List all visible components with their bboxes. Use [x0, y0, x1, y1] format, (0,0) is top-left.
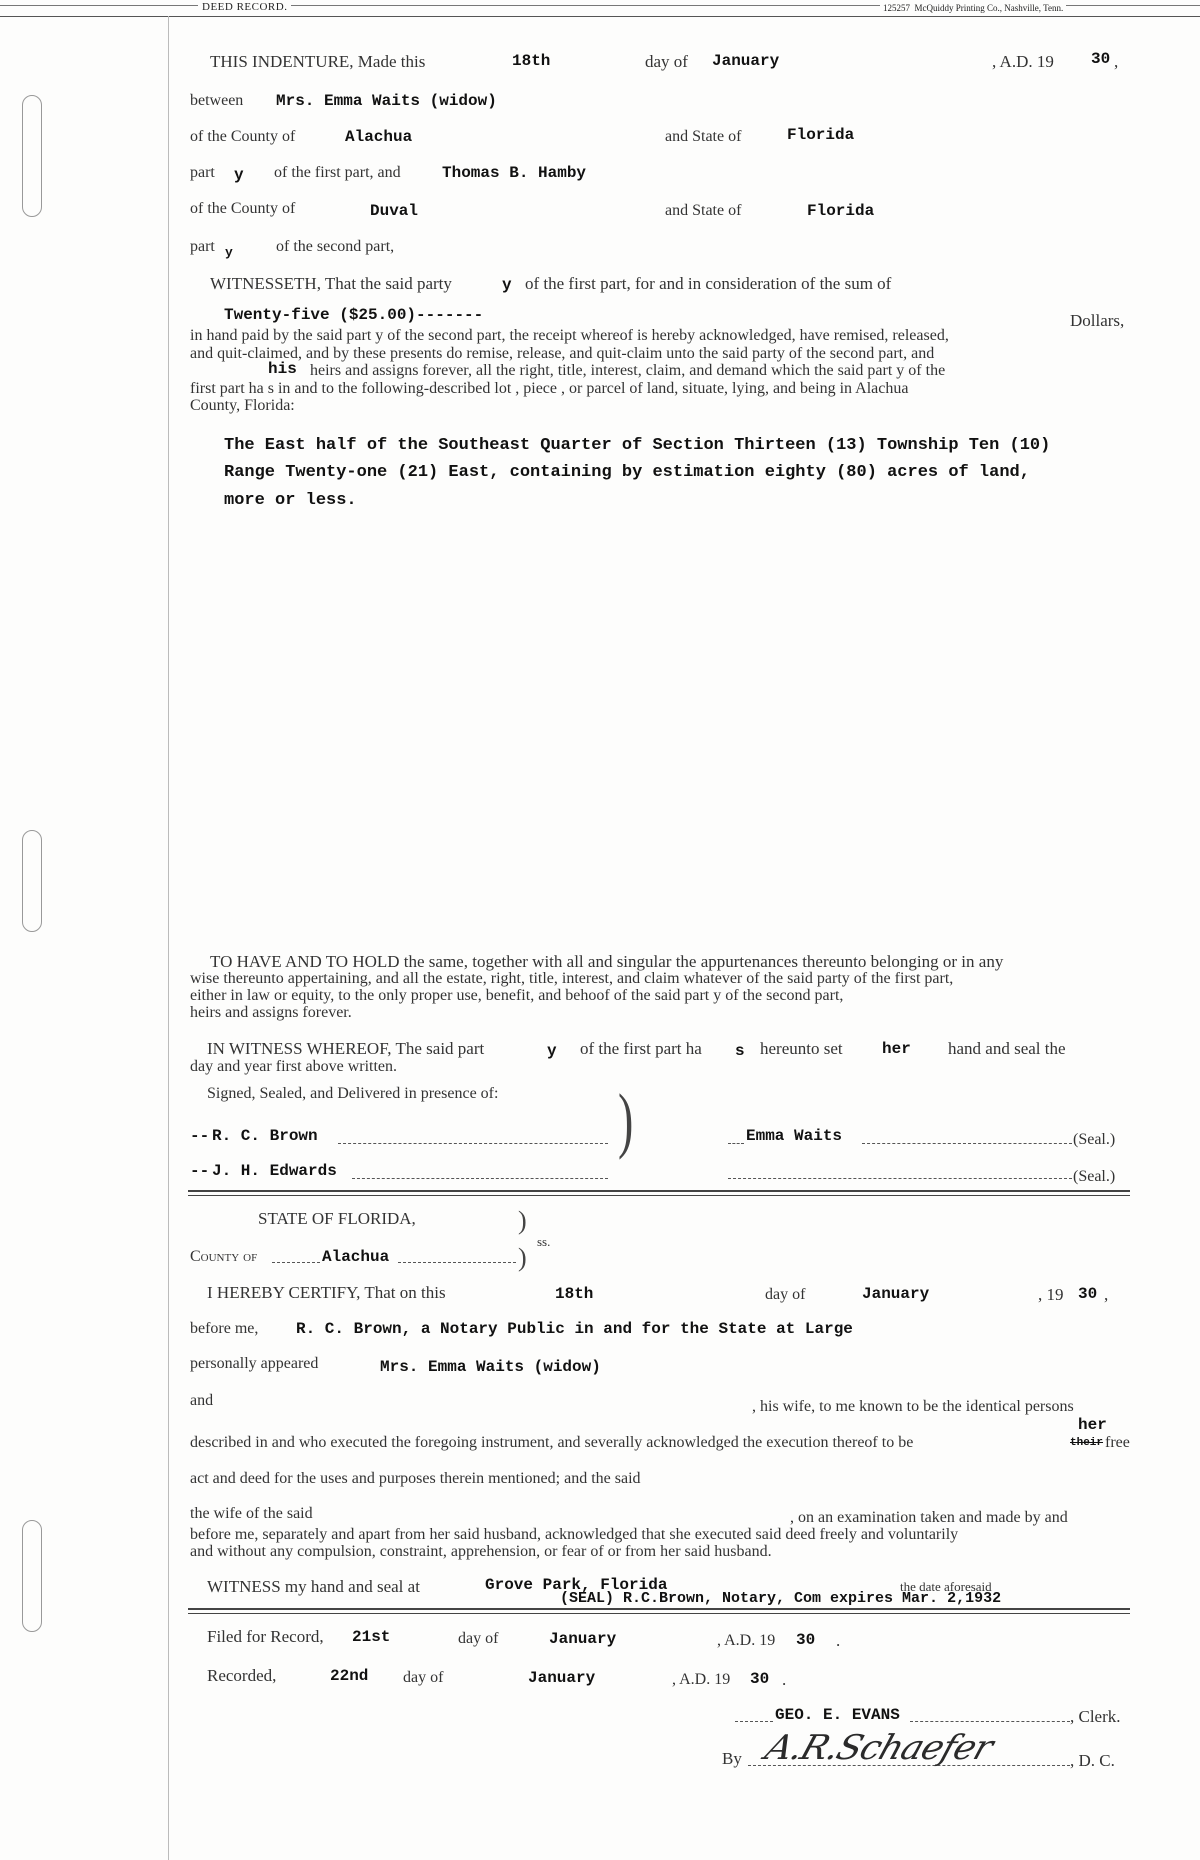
recorded-day: 22nd [330, 1667, 369, 1685]
indenture-comma: , [1114, 52, 1119, 71]
in-witness-a: IN WITNESS WHEREOF, The said part [207, 1039, 485, 1058]
ack-month: January [862, 1285, 930, 1303]
ack-county-line [398, 1262, 516, 1263]
ack-state: STATE OF FLORIDA, [258, 1209, 416, 1228]
ack-ss: ss. [537, 1234, 551, 1249]
witness-1-line [338, 1143, 608, 1144]
indenture-label: THIS INDENTURE, Made this [210, 52, 426, 71]
clerk-line-lead [735, 1721, 773, 1722]
ack-appeared-name: Mrs. Emma Waits (widow) [380, 1358, 601, 1376]
second-county-label: of the County of [190, 200, 296, 217]
witness-2-name: J. H. Edwards [212, 1162, 337, 1180]
filed-month: January [549, 1630, 617, 1648]
indenture-ad: , A.D. 19 [992, 52, 1054, 71]
land-description-line-2: Range Twenty-one (21) East, containing by estimation eighty (80) acres of land, [224, 463, 1030, 482]
ack-wife-of: the wife of the said [190, 1505, 313, 1522]
ack-day: 18th [555, 1285, 594, 1303]
ack-before-sep: before me, separately and apart from her said husband, acknowledged that she executed said deed freely and voluntarily [190, 1526, 959, 1543]
ack-aforesaid: the date aforesaid [900, 1579, 992, 1594]
filed-ad: , A.D. 19 [717, 1632, 776, 1649]
section-divider-3 [188, 1608, 1130, 1610]
ack-witness-hand: WITNESS my hand and seal at [207, 1577, 420, 1596]
first-party-name: Mrs. Emma Waits (widow) [276, 92, 497, 110]
second-state: Florida [807, 202, 875, 220]
deputy-signature: A.R.Schaefer [760, 1728, 998, 1768]
witness-2-line [352, 1178, 608, 1179]
dc-label: , D. C. [1070, 1751, 1115, 1770]
ack-county-label: County of [190, 1248, 258, 1265]
printer-name: McQuiddy Printing Co., Nashville, Tenn. [914, 3, 1064, 13]
second-part-suffix: y [225, 245, 233, 260]
habendum-line-3: either in law or equity, to the only proper use, benefit, and behoof of the said part y of the second part, [190, 987, 844, 1004]
ack-his-wife: , his wife, to me known to be the identical persons [752, 1398, 1074, 1415]
ack-notary: R. C. Brown, a Notary Public in and for the State at Large [296, 1320, 853, 1338]
clerk-line [910, 1721, 1070, 1722]
filed-label: Filed for Record, [207, 1627, 324, 1646]
witness-1-name: R. C. Brown [212, 1127, 318, 1145]
first-county-label: of the County of [190, 128, 296, 145]
seal-2-label: (Seal.) [1073, 1168, 1116, 1185]
ack-place: Grove Park, Florida [485, 1576, 668, 1594]
recorded-day-of: day of [403, 1669, 444, 1686]
second-part-label: part [190, 238, 215, 255]
ack-year-prefix: , 19 [1038, 1285, 1064, 1304]
witnesseth-line-4: first part ha s in and to the following-described lot , piece , or parcel of land, situate, lying, and being in Alachua [190, 380, 909, 397]
notary-seal-line: (SEAL) R.C.Brown, Notary, Com expires Mar. 2,1932 [560, 1590, 1002, 1607]
section-divider-4 [188, 1613, 1130, 1614]
left-margin-rule [168, 16, 169, 1860]
ack-free: free [1105, 1434, 1130, 1451]
ack-and-label: and [190, 1392, 214, 1409]
seal-1-label: (Seal.) [1073, 1131, 1116, 1148]
witnesseth-his: his [268, 360, 297, 378]
witnesseth-line-5: County, Florida: [190, 397, 295, 414]
dollars-label: Dollars, [1070, 311, 1125, 330]
second-state-label: and State of [665, 202, 742, 219]
section-divider-2 [188, 1195, 1130, 1196]
indenture-day: 18th [512, 52, 551, 70]
witnesseth-consideration: of the first part, for and in consideration of the sum of [525, 274, 892, 293]
first-part-and: of the first part, and [274, 164, 401, 181]
signed-sealed-label: Signed, Sealed, and Delivered in presence of: [207, 1085, 499, 1102]
habendum-line-1: TO HAVE AND TO HOLD the same, together with all and singular the appurtenances thereunto belonging or in any [210, 952, 1004, 971]
witness-2-prefix: -- [190, 1162, 210, 1180]
binder-hole-3 [22, 1520, 42, 1632]
in-witness-c: hereunto set [760, 1039, 843, 1058]
first-part-label: part [190, 164, 215, 181]
recorded-period: . [782, 1670, 787, 1689]
ack-described: described in and who executed the foregoing instrument, and severally acknowledged the execution thereof to be [190, 1434, 914, 1451]
clerk-label: , Clerk. [1070, 1707, 1121, 1726]
witnesseth-line-1: in hand paid by the said part y of the second part, the receipt whereof is hereby acknowledged, have remised, released, [190, 327, 949, 344]
deed-record-label: DEED RECORD. [198, 1, 291, 13]
second-party-name: Thomas B. Hamby [442, 164, 587, 182]
signer-line-lead [728, 1143, 744, 1144]
section-divider-1 [188, 1190, 1130, 1192]
ack-struck-word: their [1070, 1437, 1104, 1449]
filed-period: . [836, 1631, 841, 1650]
filed-day: 21st [352, 1628, 391, 1646]
first-county: Alachua [345, 128, 413, 146]
in-witness-d: hand and seal the [948, 1039, 1066, 1058]
page-header [0, 0, 1200, 17]
recorded-year: 30 [750, 1670, 770, 1688]
clerk-name: GEO. E. EVANS [775, 1706, 900, 1724]
second-county: Duval [370, 202, 419, 220]
land-description-line-1: The East half of the Southeast Quarter of Section Thirteen (13) Township Ten (10) [224, 436, 1051, 455]
form-number: 125257 [883, 3, 910, 13]
ack-day-of: day of [765, 1286, 806, 1303]
ack-year-trail: , [1104, 1285, 1109, 1304]
second-part-text: of the second part, [276, 238, 395, 255]
ack-county: Alachua [322, 1248, 390, 1266]
between-label: between [190, 92, 244, 109]
first-part-suffix: y [234, 166, 244, 184]
second-signature-line [728, 1178, 1072, 1179]
ack-without: and without any compulsion, constraint, apprehension, or fear of or from her said husband. [190, 1543, 772, 1560]
indenture-day-of: day of [645, 52, 688, 71]
first-state: Florida [787, 126, 855, 144]
filed-day-of: day of [458, 1630, 499, 1647]
binder-hole-2 [22, 830, 42, 932]
habendum-line-4: heirs and assigns forever. [190, 1004, 352, 1021]
in-witness-y: y [547, 1042, 557, 1060]
witness-1-prefix: -- [190, 1127, 210, 1145]
land-description-line-3: more or less. [224, 491, 357, 510]
consideration-amount: Twenty-five ($25.00)------- [224, 306, 484, 324]
witnesseth-party-suffix: y [502, 276, 512, 294]
in-witness-line-2: day and year first above written. [190, 1058, 398, 1075]
ack-act-deed: act and deed for the uses and purposes therein mentioned; and the said [190, 1470, 641, 1487]
recorded-label: Recorded, [207, 1666, 277, 1685]
signer-line [862, 1143, 1072, 1144]
printer-imprint [880, 3, 1066, 13]
ack-brace-1: ) [518, 1206, 527, 1235]
witness-brace: ) [618, 1078, 634, 1160]
in-witness-b: of the first part ha [580, 1039, 702, 1058]
ack-her: her [1078, 1416, 1107, 1434]
recorded-ad: , A.D. 19 [672, 1671, 731, 1688]
ack-county-lead [272, 1262, 320, 1263]
witnesseth-line-3: heirs and assigns forever, all the right, title, interest, claim, and demand which the said part y of the [310, 362, 946, 379]
ack-before-me: before me, [190, 1320, 259, 1337]
witnesseth-intro: WITNESSETH, That the said party [210, 274, 452, 293]
in-witness-s: s [735, 1042, 745, 1060]
ack-appeared-label: personally appeared [190, 1355, 319, 1372]
habendum-line-2: wise thereunto appertaining, and all the estate, right, title, interest, and claim whatever of the said party of the first part, [190, 970, 954, 987]
by-label: By [722, 1749, 742, 1768]
signer-name: Emma Waits [746, 1127, 843, 1145]
ack-year: 30 [1078, 1285, 1098, 1303]
filed-year: 30 [796, 1631, 816, 1649]
ack-brace-2: ) [518, 1243, 527, 1272]
first-state-label: and State of [665, 128, 742, 145]
witnesseth-line-2: and quit-claimed, and by these presents do remise, release, and quit-claim unto the said party of the second part, and [190, 345, 935, 362]
ack-exam: , on an examination taken and made by and [790, 1509, 1068, 1526]
binder-hole-1 [22, 95, 42, 217]
indenture-month: January [712, 52, 780, 70]
indenture-year: 30 [1091, 50, 1111, 68]
recorded-month: January [528, 1669, 596, 1687]
in-witness-her: her [882, 1040, 911, 1058]
ack-certify: I HEREBY CERTIFY, That on this [207, 1283, 446, 1302]
